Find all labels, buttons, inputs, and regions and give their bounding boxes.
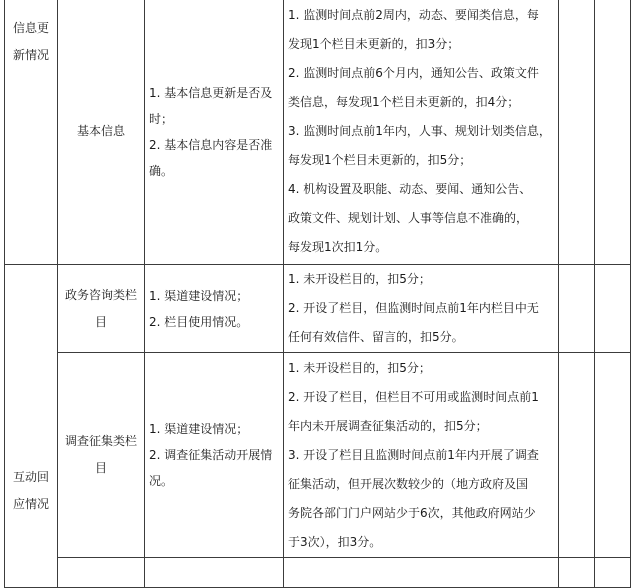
rule-text: 每发现1次扣1分。 — [288, 240, 388, 254]
item-text: 调查征集类栏 — [64, 434, 137, 448]
score-cell — [559, 558, 595, 588]
category-text: 新情况 — [12, 48, 49, 62]
rule-text: 发现1个栏目未更新的，扣3分； — [288, 37, 460, 51]
item-text: 政务咨询类栏 — [64, 287, 137, 302]
rule-text: 3. 开设了栏目且监测时间点前1年内开展了调查 — [288, 447, 539, 462]
criteria-text: 1. 渠道建设情况； — [149, 422, 249, 436]
criteria-text: 时； — [149, 111, 174, 126]
item-cell — [58, 0, 145, 265]
table-row — [5, 558, 631, 588]
criteria-text: 2. 调查征集活动开展情 — [149, 448, 273, 462]
criteria-text: 1. 渠道建设情况； — [149, 288, 249, 303]
rule-cell — [284, 353, 559, 558]
category-text: 信息更 — [12, 21, 49, 35]
rule-text: 1. 监测时间点前2周内，动态、要闻类信息，每 — [288, 8, 539, 22]
rule-text: 4. 机构设置及职能、动态、要闻、通知公告、 — [288, 182, 532, 196]
criteria-text: 确。 — [149, 163, 174, 178]
rule-cell — [284, 265, 559, 353]
criteria-text: 2. 基本信息内容是否准 — [149, 137, 273, 152]
category-text: 互动回 — [12, 470, 49, 484]
rule-text: 类信息，每发现1个栏目未更新的，扣4分； — [288, 95, 520, 109]
item-cell — [58, 353, 145, 558]
item-text: 目 — [94, 314, 107, 329]
criteria-cell — [145, 353, 284, 558]
rule-text: 政策文件、规划计划、人事等信息不准确的， — [288, 211, 529, 225]
rule-text: 务院各部门门户网站少于6次，其他政府网站少 — [288, 505, 536, 520]
rule-text: 2. 开设了栏目，但栏目不可用或监测时间点前1 — [288, 389, 539, 404]
note-cell — [595, 265, 631, 353]
rule-cell — [284, 0, 559, 265]
rule-text: 任何有效信件、留言的，扣5分。 — [288, 330, 464, 344]
criteria-cell — [145, 558, 284, 588]
rule-cell — [284, 558, 559, 588]
item-text: 目 — [94, 461, 107, 475]
rule-text: 2. 监测时间点前6个月内，通知公告、政策文件 — [288, 66, 539, 80]
table-row — [5, 353, 631, 558]
table-row — [5, 0, 631, 265]
category-cell — [5, 0, 58, 265]
rule-text: 1. 未开设栏目的，扣5分； — [288, 272, 431, 286]
table-row — [5, 265, 631, 353]
item-cell — [58, 558, 145, 588]
score-cell — [559, 353, 595, 558]
note-cell — [595, 353, 631, 558]
rule-text: 2. 开设了栏目，但监测时间点前1年内栏目中无 — [288, 301, 539, 315]
rule-text: 于3次），扣3分。 — [288, 534, 382, 549]
category-cell — [5, 265, 58, 588]
rule-text: 年内未开展调查征集活动的，扣5分； — [288, 418, 488, 433]
rule-text: 征集活动，但开展次数较少的（地方政府及国 — [288, 476, 529, 491]
evaluation-table — [4, 0, 631, 588]
note-cell — [595, 0, 631, 265]
rule-text: 每发现1个栏目未更新的，扣5分； — [288, 153, 472, 167]
rule-text: 1. 未开设栏目的，扣5分； — [288, 360, 431, 375]
score-cell — [559, 0, 595, 265]
criteria-cell — [145, 0, 284, 265]
item-cell — [58, 265, 145, 353]
score-cell — [559, 265, 595, 353]
rule-text: 3. 监测时间点前1年内，人事、规划计划类信息， — [288, 124, 551, 138]
note-cell — [595, 558, 631, 588]
criteria-text: 况。 — [149, 474, 174, 488]
category-text: 应情况 — [12, 497, 49, 511]
criteria-text: 2. 栏目使用情况。 — [149, 314, 249, 329]
criteria-cell — [145, 265, 284, 353]
item-text: 基本信息 — [76, 124, 125, 138]
criteria-text: 1. 基本信息更新是否及 — [149, 85, 273, 100]
